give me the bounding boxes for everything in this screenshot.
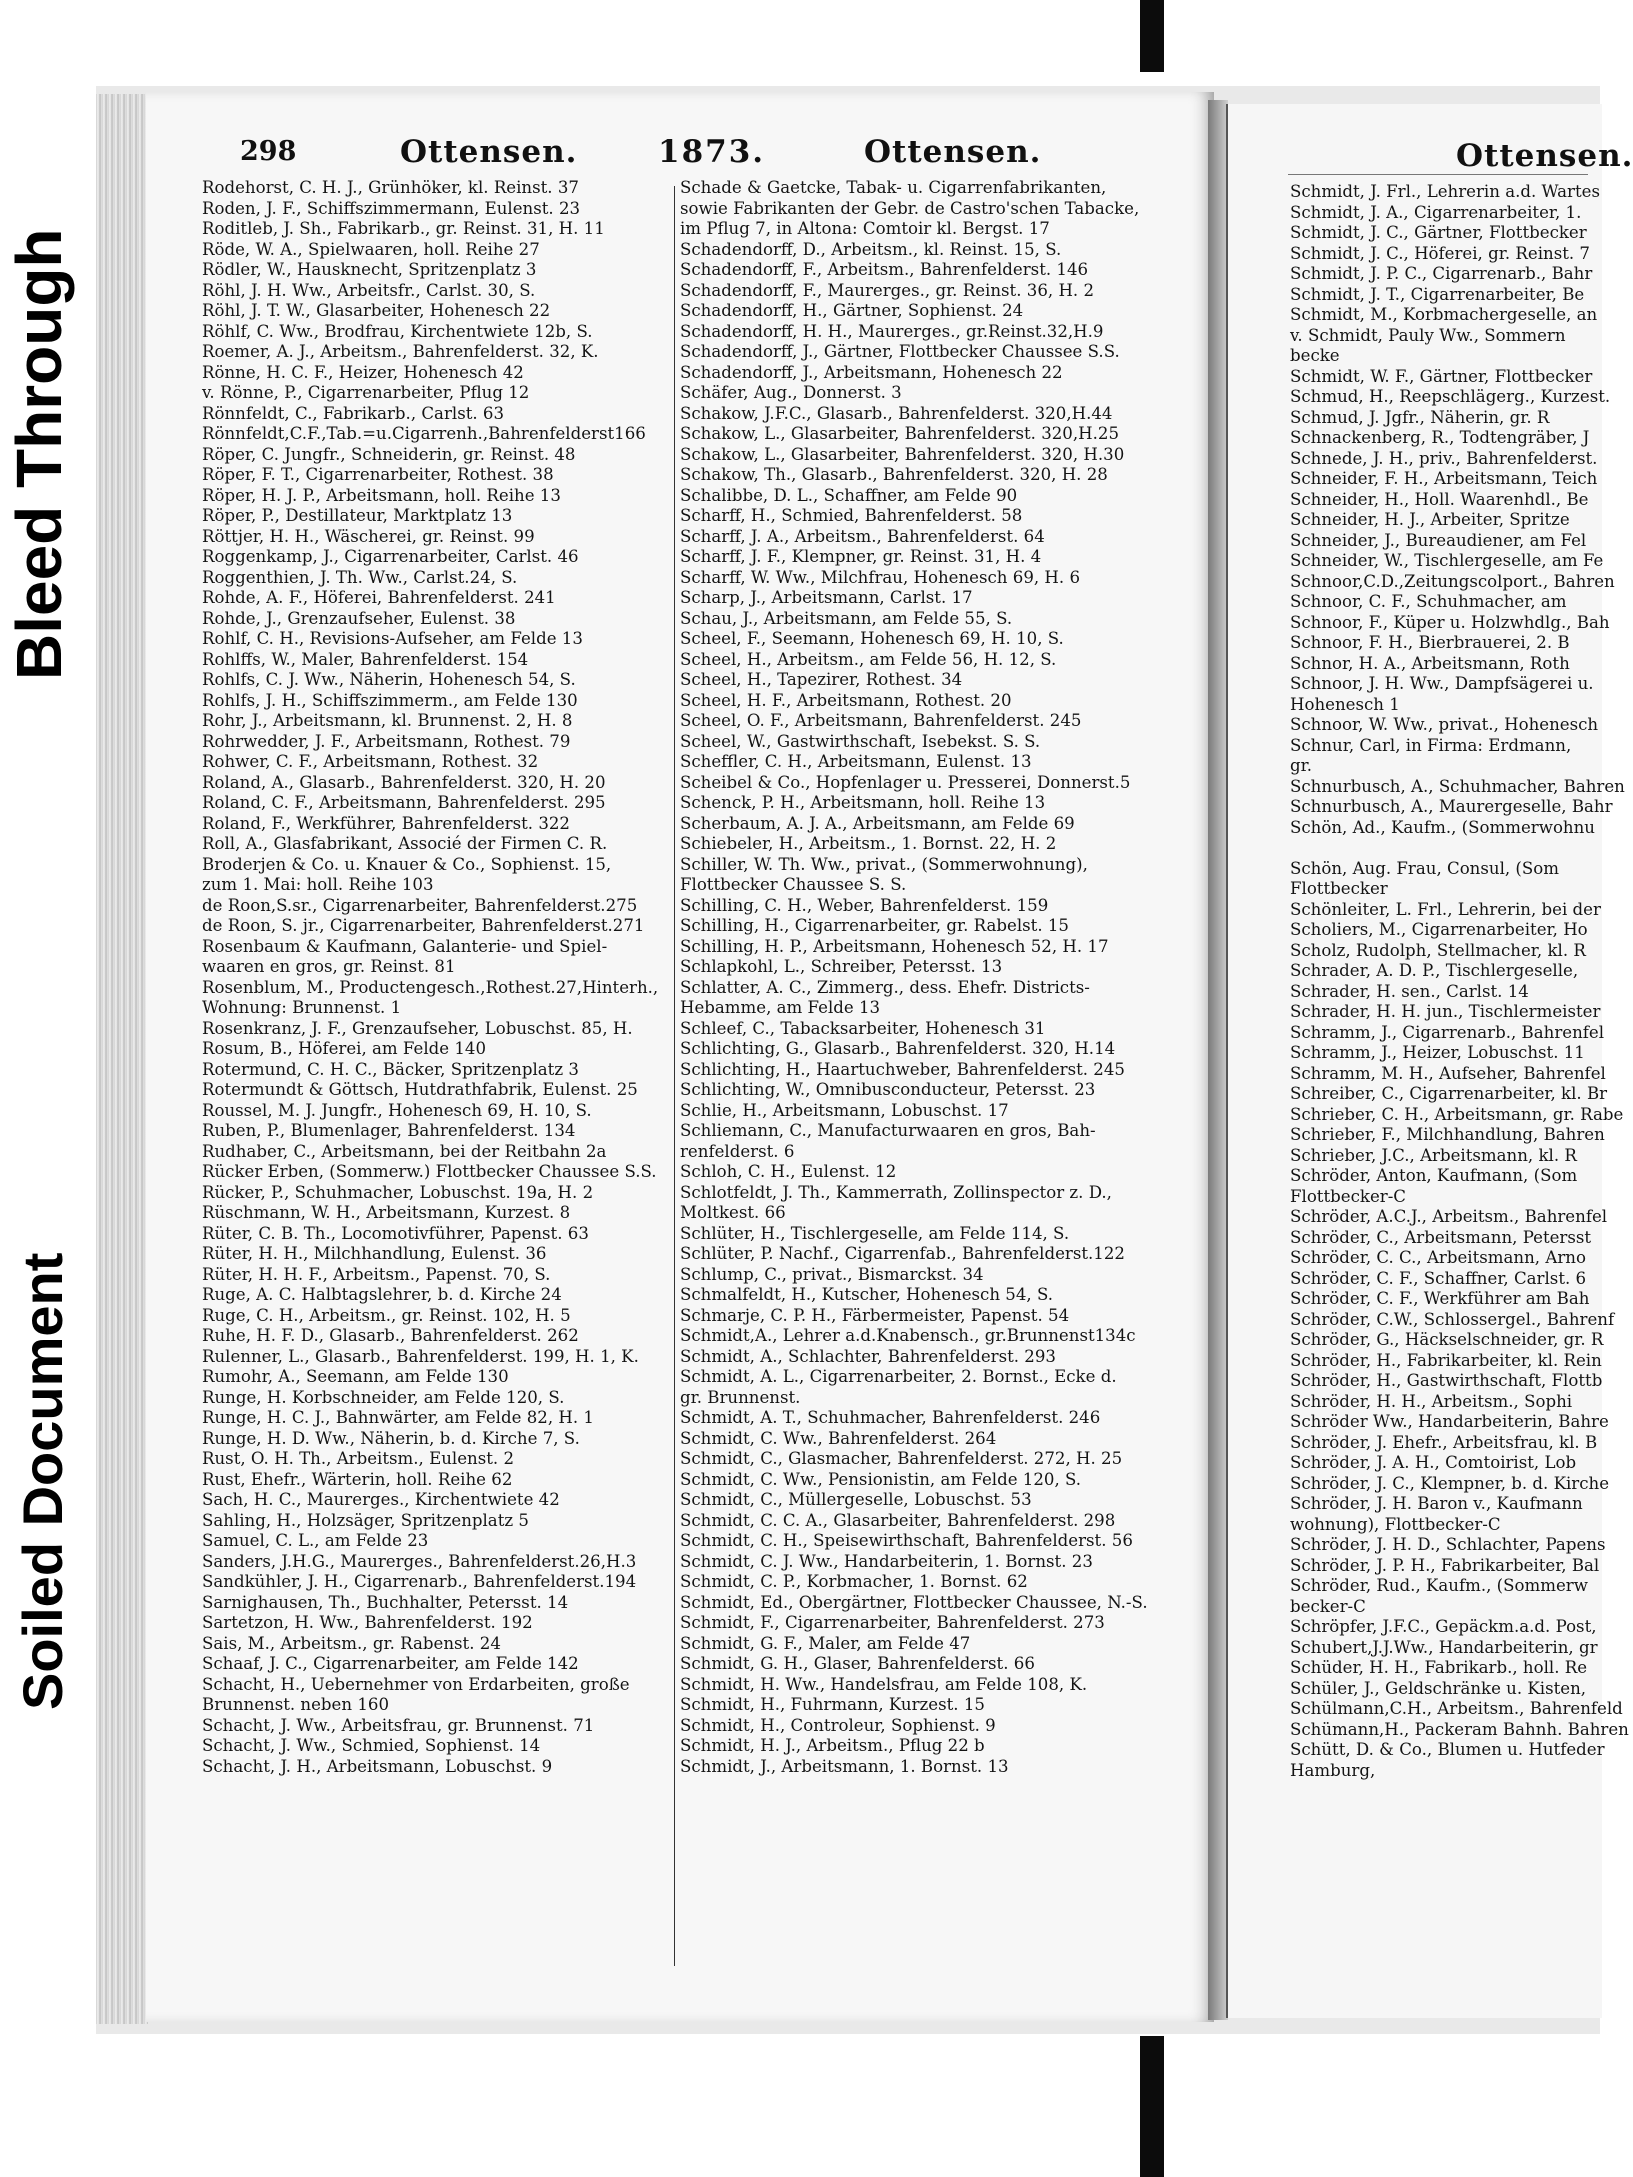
directory-entry: Schadendorff, J., Arbeitsmann, Hohenesch 22 [680,362,1063,382]
directory-entry: Schmidt, H. J., Arbeitsm., Pflug 22 b [680,1736,985,1755]
directory-entry: Rust, Ehefr., Wärterin, holl. Reihe 62 [202,1469,513,1489]
directory-entry: Rönnfeldt, C., Fabrikarb., Carlst. 63 [202,403,505,423]
column-left [202,178,672,1777]
book-gutter [1208,100,1228,2020]
directory-entry: Flottbecker-C [1290,1186,1406,1206]
directory-entry: Schleef, C., Tabacksarbeiter, Hohenesch 31 [680,1018,1046,1038]
directory-entry: Schmidt, G. H., Glaser, Bahrenfelderst. 66 [680,1654,1035,1673]
directory-entry: de Roon, S. jr., Cigarrenarbeiter, Bahrenfelderst.271 [202,916,645,935]
directory-entry: Schütt, D. & Co., Blumen u. Hutfeder [1290,1740,1605,1759]
directory-entry: Schröder, H. H., Arbeitsm., Sophi [1290,1391,1573,1411]
directory-entry: Rosenblum, M., Productengesch.,Rothest.27,Hinterh., [202,977,659,997]
directory-entry: zum 1. Mai: holl. Reihe 103 [202,875,434,894]
directory-entry: Schrieber, J.C., Arbeitsmann, kl. R [1290,1145,1577,1165]
scan-bar-bottom [1140,2036,1164,2177]
directory-entry: Scheel, H., Arbeitsm., am Felde 56, H. 12, S. [680,649,1057,669]
directory-entry: Roggenthien, J. Th. Ww., Carlst.24, S. [202,567,518,587]
directory-entry: Schilling, H. P., Arbeitsmann, Hohenesch 52, H. 17 [680,936,1109,956]
directory-entry: Schröder, J. H. D., Schlachter, Papens [1290,1535,1606,1554]
directory-entry [1290,838,1600,859]
directory-entry: Schmidt, J. A., Cigarrenarbeiter, 1. [1290,202,1582,222]
directory-entry: Scheel, W., Gastwirthschaft, Isebekst. S. S. [680,731,1041,751]
directory-entry: Schröder, J. Ehefr., Arbeitsfrau, kl. B [1290,1432,1598,1452]
directory-entry: Schön, Ad., Kaufm., (Sommerwohnu [1290,817,1595,837]
directory-entry: Schramm, J., Cigarrenarb., Bahrenfel [1290,1022,1605,1042]
directory-entry: Schmidt, Ed., Obergärtner, Flottbecker Chaussee, N.-S. [680,1592,1148,1612]
directory-entry: Runge, H. Korbschneider, am Felde 120, S. [202,1387,565,1407]
directory-entry: Schlump, C., privat., Bismarckst. 34 [680,1264,984,1284]
directory-entry: Schröder, C. F., Schaffner, Carlst. 6 [1290,1268,1587,1288]
directory-entry: Roemer, A. J., Arbeitsm., Bahrenfelderst. 32, K. [202,342,599,361]
directory-entry: Schlüter, H., Tischlergeselle, am Felde 114, S. [680,1223,1070,1243]
directory-entry: Schmidt, C. H., Speisewirthschaft, Bahrenfelderst. 56 [680,1531,1133,1550]
directory-entry: Schüder, H. H., Fabrikarb., holl. Re [1290,1658,1588,1677]
directory-entry: Röper, P., Destillateur, Marktplatz 13 [202,506,513,525]
directory-entry: Schmidt, G. F., Maler, am Felde 47 [680,1633,971,1653]
directory-entry: Schmidt, H. Ww., Handelsfrau, am Felde 108, K. [680,1674,1088,1694]
running-title-right: Ottensen. [864,134,1042,170]
directory-entry: Schade & Gaetcke, Tabak- u. Cigarrenfabrikanten, [680,178,1107,197]
directory-entry: Rüter, H. H., Milchhandlung, Eulenst. 36 [202,1244,547,1263]
directory-entry: Schneider, W., Tischlergeselle, am Fe [1290,551,1604,570]
directory-entry: Schacht, H., Uebernehmer von Erdarbeiten, große [202,1674,630,1694]
directory-entry: Schröder, G., Häckselschneider, gr. R [1290,1330,1604,1349]
directory-entry: Schröder, H., Fabrikarbeiter, kl. Rein [1290,1350,1602,1370]
directory-entry: Schlüter, P. Nachf., Cigarrenfab., Bahrenfelderst.122 [680,1244,1125,1263]
directory-entry: Rohwer, C. F., Arbeitsmann, Rothest. 32 [202,752,539,771]
directory-entry: Schmidt, H., Controleur, Sophienst. 9 [680,1715,996,1735]
directory-entry: Scharff, H., Schmied, Bahrenfelderst. 58 [680,506,1023,525]
directory-entry: Schenck, P. H., Arbeitsmann, holl. Reihe 13 [680,793,1046,812]
directory-entry: Schmidt, A., Schlachter, Bahrenfelderst. 293 [680,1346,1056,1366]
directory-entry: Schlichting, G., Glasarb., Bahrenfelderst. 320, H.14 [680,1039,1116,1058]
directory-entry: Roditleb, J. Sh., Fabrikarb., gr. Reinst. 31, H. 11 [202,219,605,238]
directory-entry: Schmalfeldt, H., Kutscher, Hohenesch 54, S. [680,1285,1054,1304]
directory-entry: Schmidt, C. Ww., Bahrenfelderst. 264 [680,1428,997,1448]
scan-bar-top [1140,0,1164,72]
directory-entry: Schmidt, C. Ww., Pensionistin, am Felde 120, S. [680,1469,1082,1489]
directory-entry: Schröder, A.C.J., Arbeitsm., Bahrenfel [1290,1207,1608,1226]
directory-entry: wohnung), Flottbecker-C [1290,1514,1501,1534]
directory-entry: Schmidt, J. T., Cigarrenarbeiter, Be [1290,284,1585,304]
directory-entry: Scherbaum, A. J. A., Arbeitsmann, am Felde 69 [680,813,1075,833]
directory-entry: Rüschmann, W. H., Arbeitsmann, Kurzest. 8 [202,1203,571,1222]
directory-entry: Scheibel & Co., Hopfenlager u. Presserei, Donnerst.5 [680,772,1131,792]
directory-entry: Roland, F., Werkführer, Bahrenfelderst. 322 [202,813,570,833]
directory-entry: Scharff, W. Ww., Milchfrau, Hohenesch 69, H. 6 [680,567,1081,587]
directory-entry: Sais, M., Arbeitsm., gr. Rabenst. 24 [202,1633,501,1653]
directory-entry: Schmidt,A., Lehrer a.d.Knabensch., gr.Brunnenst134c [680,1326,1136,1345]
directory-entry: Röper, F. T., Cigarrenarbeiter, Rothest. 38 [202,465,554,484]
directory-entry: Schiebeler, H., Arbeitsm., 1. Bornst. 22, H. 2 [680,834,1057,853]
directory-entry: sowie Fabrikanten der Gebr. de Castro'schen Tabacke, [680,198,1140,218]
directory-entry: Röttjer, H. H., Wäscherei, gr. Reinst. 99 [202,526,535,546]
column-middle [680,178,1146,1777]
directory-entry: de Roon,S.sr., Cigarrenarbeiter, Bahrenfelderst.275 [202,895,638,915]
directory-entry: Schakow, J.F.C., Glasarb., Bahrenfelderst. 320,H.44 [680,403,1113,423]
directory-entry: Moltkest. 66 [680,1203,786,1222]
directory-entry: Schnurbusch, A., Maurergeselle, Bahr [1290,797,1613,816]
directory-entry: Roland, C. F., Arbeitsmann, Bahrenfelderst. 295 [202,793,606,812]
directory-entry: Schacht, J. Ww., Arbeitsfrau, gr. Brunnenst. 71 [202,1715,595,1735]
directory-entry: Schröder, J. C., Klempner, b. d. Kirche [1290,1473,1610,1493]
directory-entry: Rönnfeldt,C.F.,Tab.=u.Cigarrenh.,Bahrenfelderst166 [202,424,646,443]
directory-entry: Röde, W. A., Spielwaaren, holl. Reihe 27 [202,239,540,259]
directory-entry: Schadendorff, D., Arbeitsm., kl. Reinst. 15, S. [680,239,1062,259]
directory-entry: Ruhe, H. F. D., Glasarb., Bahrenfelderst. 262 [202,1326,579,1345]
directory-entry: Schröder, J. H. Baron v., Kaufmann [1290,1494,1583,1513]
directory-entry: Schmidt, J., Arbeitsmann, 1. Bornst. 13 [680,1756,1009,1776]
directory-entry: Ruben, P., Blumenlager, Bahrenfelderst. 134 [202,1121,576,1140]
directory-entry: Rönne, H. C. F., Heizer, Hohenesch 42 [202,362,524,382]
directory-entry: Schäfer, Aug., Donnerst. 3 [680,383,902,402]
directory-entry: Rohlffs, W., Maler, Bahrenfelderst. 154 [202,649,529,669]
directory-entry: Schröder, C. C., Arbeitsmann, Arno [1290,1248,1586,1267]
directory-entry: Schnoor, W. Ww., privat., Hohenesch [1290,715,1599,734]
directory-entry: Rotermundt & Göttsch, Hutdrathfabrik, Eulenst. 25 [202,1080,638,1099]
directory-entry: Schmidt, F., Cigarrenarbeiter, Bahrenfelderst. 273 [680,1613,1105,1632]
directory-entry: Schönleiter, L. Frl., Lehrerin, bei der [1290,899,1601,919]
directory-entry: Schmidt, J. P. C., Cigarrenarb., Bahr [1290,264,1593,283]
directory-entry: Flottbecker Chaussee S. S. [680,875,907,894]
directory-entry: Samuel, C. L., am Felde 23 [202,1531,429,1550]
directory-entry: Rodehorst, C. H. J., Grünhöker, kl. Reinst. 37 [202,178,579,197]
directory-entry: Scheffler, C. H., Arbeitsmann, Eulenst. 13 [680,752,1032,771]
bleed-through-label: Bleed Through [3,228,75,680]
directory-entry: Schlapkohl, L., Schreiber, Petersst. 13 [680,957,1003,976]
directory-entry: Schröpfer, J.F.C., Gepäckm.a.d. Post, [1290,1617,1597,1636]
directory-entry: Rust, O. H. Th., Arbeitsm., Eulenst. 2 [202,1449,515,1468]
directory-entry: Schiller, W. Th. Ww., privat., (Sommerwohnung), [680,854,1088,874]
directory-entry: Rosenkranz, J. F., Grenzaufseher, Lobuschst. 85, H. [202,1018,633,1038]
directory-entry: Ruge, A. C. Halbtagslehrer, b. d. Kirche 24 [202,1285,562,1304]
directory-entry: Brunnenst. neben 160 [202,1695,390,1714]
next-page-rule [1288,174,1588,175]
year-heading: 1873. [658,134,766,170]
directory-entry: Roden, J. F., Schiffszimmermann, Eulenst. 23 [202,198,581,218]
directory-entry: Schröder, C. F., Werkführer am Bah [1290,1289,1590,1308]
directory-entry: Schmidt, C., Müllergeselle, Lobuschst. 53 [680,1490,1032,1509]
directory-entry: Schramm, J., Heizer, Lobuschst. 11 [1290,1043,1585,1062]
directory-entry: renfelderst. 6 [680,1141,795,1161]
directory-entry: Sahling, H., Holzsäger, Spritzenplatz 5 [202,1510,529,1530]
directory-entry: Scholz, Rudolph, Stellmacher, kl. R [1290,940,1586,960]
directory-entry: Runge, H. C. J., Bahnwärter, am Felde 82, H. 1 [202,1408,594,1427]
directory-entry: Schneider, J., Bureaudiener, am Fel [1290,530,1587,550]
directory-entry: Scheel, F., Seemann, Hohenesch 69, H. 10, S. [680,629,1064,648]
directory-entry: Schülmann,C.H., Arbeitsm., Bahrenfeld [1290,1699,1623,1718]
directory-entry: Schröder, Anton, Kaufmann, (Som [1290,1166,1578,1185]
directory-entry: Schmud, J. Jgfr., Näherin, gr. R [1290,407,1550,427]
directory-entry: Hamburg, [1290,1760,1376,1780]
directory-entry: Schröder, J. P. H., Fabrikarbeiter, Bal [1290,1555,1600,1575]
directory-entry: Schakow, L., Glasarbeiter, Bahrenfelderst. 320,H.25 [680,424,1120,443]
directory-entry: waaren en gros, gr. Reinst. 81 [202,957,456,976]
directory-entry: Schlatter, A. C., Zimmerg., dess. Ehefr. Districts- [680,977,1090,997]
directory-entry: Schröder, C., Arbeitsmann, Petersst [1290,1227,1592,1247]
directory-entry: Scharff, J. F., Klempner, gr. Reinst. 31, H. 4 [680,547,1042,566]
directory-entry: Röhl, J. T. W., Glasarbeiter, Hohenesch 22 [202,301,551,320]
directory-entry: Hebamme, am Felde 13 [680,998,881,1017]
directory-entry: Sandkühler, J. H., Cigarrenarb., Bahrenfelderst.194 [202,1572,637,1591]
directory-entry: Schmidt, A. T., Schuhmacher, Bahrenfelderst. 246 [680,1408,1101,1427]
directory-entry: Schramm, M. H., Aufseher, Bahrenfel [1290,1063,1606,1083]
directory-entry: Schnoor, F., Küper u. Holzwhdlg., Bah [1290,612,1610,632]
directory-entry: gr. [1290,756,1313,775]
directory-entry: Schmidt, J. C., Höferei, gr. Reinst. 7 [1290,243,1590,263]
directory-entry: Rücker Erben, (Sommerw.) Flottbecker Chaussee S.S. [202,1162,657,1181]
directory-entry: Schmidt, W. F., Gärtner, Flottbecker [1290,366,1593,386]
directory-entry: Rulenner, L., Glasarb., Bahrenfelderst. 199, H. 1, K. [202,1346,639,1366]
running-title-left: Ottensen. [400,134,578,170]
directory-entry: Scharff, J. A., Arbeitsm., Bahrenfelderst. 64 [680,526,1045,546]
directory-entry: Schmidt, M., Korbmachergeselle, an [1290,305,1598,324]
directory-entry: Scheel, H. F., Arbeitsmann, Rothest. 20 [680,690,1012,710]
page-edges [96,94,148,2024]
directory-entry: Schüler, J., Geldschränke u. Kisten, [1290,1678,1587,1698]
directory-entry: Roll, A., Glasfabrikant, Associé der Firmen C. R. [202,834,608,853]
directory-entry: Schrieber, F., Milchhandlung, Bahren [1290,1125,1605,1144]
directory-entry: Schadendorff, F., Maurerges., gr. Reinst. 36, H. 2 [680,280,1095,300]
directory-entry: Rotermund, C. H. C., Bäcker, Spritzenplatz 3 [202,1059,579,1079]
directory-entry: Schnoor, F. H., Bierbrauerei, 2. B [1290,633,1570,652]
directory-entry: Rudhaber, C., Arbeitsmann, bei der Reitbahn 2a [202,1141,607,1161]
directory-entry: Rüter, C. B. Th., Locomotivführer, Papenst. 63 [202,1223,589,1243]
directory-entry: Schau, J., Arbeitsmann, am Felde 55, S. [680,608,1013,628]
directory-entry: Rosenbaum & Kaufmann, Galanterie- und Spiel- [202,936,608,956]
directory-entry: Röhlf, C. Ww., Brodfrau, Kirchentwiete 12b, S. [202,321,593,341]
directory-entry: Broderjen & Co. u. Knauer & Co., Sophienst. 15, [202,854,612,874]
page-number: 298 [240,136,297,167]
directory-entry: Schröder, H., Gastwirthschaft, Flottb [1290,1371,1603,1390]
directory-entry: v. Schmidt, Pauly Ww., Sommern [1290,325,1566,345]
directory-entry: Scheel, O. F., Arbeitsmann, Bahrenfelderst. 245 [680,711,1082,730]
directory-entry: Rohrwedder, J. F., Arbeitsmann, Rothest. 79 [202,731,571,751]
directory-entry: Schlotfeldt, J. Th., Kammerrath, Zollinspector z. D., [680,1182,1112,1202]
directory-entry: Sach, H. C., Maurerges., Kirchentwiete 42 [202,1490,560,1509]
directory-entry: Schlichting, W., Omnibusconducteur, Petersst. 23 [680,1080,1096,1099]
directory-entry: Schacht, J. H., Arbeitsmann, Lobuschst. 9 [202,1756,553,1776]
directory-entry: Schadendorff, H. H., Maurerges., gr.Reinst.32,H.9 [680,321,1104,341]
directory-entry: Rohr, J., Arbeitsmann, kl. Brunnenst. 2, H. 8 [202,711,573,730]
directory-entry: Runge, H. D. Ww., Näherin, b. d. Kirche 7, S. [202,1428,580,1448]
directory-entry: Schmud, H., Reepschlägerg., Kurzest. [1290,387,1611,406]
directory-entry: v. Rönne, P., Cigarrenarbeiter, Pflug 12 [202,383,530,402]
directory-entry: Schalibbe, D. L., Schaffner, am Felde 90 [680,485,1018,505]
directory-entry: Schadendorff, F., Arbeitsm., Bahrenfelderst. 146 [680,260,1089,279]
directory-entry: Schadendorff, H., Gärtner, Sophienst. 24 [680,301,1024,320]
directory-entry: becke [1290,346,1340,365]
directory-entry: Rohlfs, C. J. Ww., Näherin, Hohenesch 54, S. [202,670,576,689]
directory-entry: Scholiers, M., Cigarrenarbeiter, Ho [1290,920,1588,939]
directory-entry: Schilling, H., Cigarrenarbeiter, gr. Rabelst. 15 [680,916,1069,935]
directory-entry: Schmidt, C. P., Korbmacher, 1. Bornst. 62 [680,1572,1028,1591]
directory-entry: Flottbecker [1290,879,1388,898]
directory-entry: Hohenesch 1 [1290,694,1400,714]
directory-entry: Schrieber, C. H., Arbeitsmann, gr. Rabe [1290,1104,1624,1124]
directory-entry: Schmidt, H., Fuhrmann, Kurzest. 15 [680,1695,985,1714]
directory-entry: Schnur, Carl, in Firma: Erdmann, [1290,735,1572,755]
directory-entry: Schakow, Th., Glasarb., Bahrenfelderst. 320, H. 28 [680,465,1108,484]
directory-entry: Rohde, A. F., Höferei, Bahrenfelderst. 241 [202,588,556,607]
directory-entry: Schümann,H., Packeram Bahnh. Bahren [1290,1719,1629,1739]
directory-entry: Röper, C. Jungfr., Schneiderin, gr. Reinst. 48 [202,444,576,464]
directory-entry: Schröder, J. A. H., Comtoirist, Lob [1290,1453,1577,1472]
next-page-title: Ottensen. [1456,138,1633,174]
directory-entry: Schmidt, C., Glasmacher, Bahrenfelderst. 272, H. 25 [680,1449,1123,1468]
column-rule [674,186,675,1966]
directory-entry: Roussel, M. J. Jungfr., Hohenesch 69, H. 10, S. [202,1100,592,1120]
directory-entry: Schnoor, C. F., Schuhmacher, am [1290,592,1567,611]
directory-entry: Schilling, C. H., Weber, Bahrenfelderst. 159 [680,895,1049,915]
directory-entry: Schaaf, J. C., Cigarrenarbeiter, am Felde 142 [202,1654,579,1673]
directory-entry: Schneider, F. H., Arbeitsmann, Teich [1290,469,1598,488]
directory-entry: Rödler, W., Hausknecht, Spritzenplatz 3 [202,260,537,279]
directory-entry: Schreiber, C., Cigarrenarbeiter, kl. Br [1290,1084,1608,1103]
directory-entry: im Pflug 7, in Altona: Comtoir kl. Bergst. 17 [680,219,1050,238]
directory-entry: Schacht, J. Ww., Schmied, Sophienst. 14 [202,1736,541,1755]
directory-entry: Rumohr, A., Seemann, am Felde 130 [202,1367,509,1386]
directory-entry: Schmidt, A. L., Cigarrenarbeiter, 2. Bornst., Ecke d. [680,1367,1117,1386]
directory-entry: Schubert,J.J.Ww., Handarbeiterin, gr [1290,1637,1598,1657]
directory-entry: Roggenkamp, J., Cigarrenarbeiter, Carlst. 46 [202,547,579,566]
directory-entry: Rohlf, C. H., Revisions-Aufseher, am Felde 13 [202,629,583,648]
directory-entry: Sartetzon, H. Ww., Bahrenfelderst. 192 [202,1613,533,1632]
directory-entry: becker-C [1290,1596,1366,1616]
directory-entry: Sarnighausen, Th., Buchhalter, Petersst. 14 [202,1592,569,1612]
directory-entry: Rücker, P., Schuhmacher, Lobuschst. 19a, H. 2 [202,1182,594,1202]
column-next-page [1290,182,1629,1781]
directory-entry: Schlichting, H., Haartuchweber, Bahrenfelderst. 245 [680,1059,1125,1079]
directory-entry: Schrader, H. H. jun., Tischlermeister [1290,1002,1601,1021]
directory-entry: Schrader, H. sen., Carlst. 14 [1290,981,1529,1001]
directory-entry: Rohlfs, J. H., Schiffszimmerm., am Felde 130 [202,690,578,710]
directory-entry: Schnackenberg, R., Todtengräber, J [1290,428,1590,447]
directory-entry: Schmidt, J. C., Gärtner, Flottbecker [1290,223,1587,242]
directory-entry: Schnoor, J. H. Ww., Dampfsägerei u. [1290,674,1594,693]
soiled-document-label: Soiled Document [11,1252,74,1710]
directory-entry: Schmidt, C. C. A., Glasarbeiter, Bahrenfelderst. 298 [680,1510,1116,1530]
directory-entry: Schröder Ww., Handarbeiterin, Bahre [1290,1412,1609,1431]
directory-entry: Rohde, J., Grenzaufseher, Eulenst. 38 [202,608,516,628]
directory-entry: Röper, H. J. P., Arbeitsmann, holl. Reihe 13 [202,485,561,505]
directory-entry: Sanders, J.H.G., Maurerges., Bahrenfelderst.26,H.3 [202,1551,637,1571]
directory-entry: Schakow, L., Glasarbeiter, Bahrenfelderst. 320, H.30 [680,444,1125,464]
directory-entry: Schmarje, C. P. H., Färbermeister, Papenst. 54 [680,1305,1070,1325]
directory-entry: Schneider, H., Holl. Waarenhdl., Be [1290,489,1589,509]
directory-entry: Schlie, H., Arbeitsmann, Lobuschst. 17 [680,1100,1009,1120]
directory-entry: Schnor, H. A., Arbeitsmann, Roth [1290,653,1570,673]
directory-entry: Schnede, J. H., priv., Bahrenfelderst. [1290,448,1598,468]
directory-entry: Scheel, H., Tapezirer, Rothest. 34 [680,670,963,689]
directory-entry: Schröder, C.W., Schlossergel., Bahrenf [1290,1309,1615,1329]
directory-entry: Roland, A., Glasarb., Bahrenfelderst. 320, H. 20 [202,772,606,792]
directory-entry: Ruge, C. H., Arbeitsm., gr. Reinst. 102, H. 5 [202,1305,571,1325]
directory-entry: Schmidt, J. Frl., Lehrerin a.d. Wartes [1290,182,1600,201]
directory-entry: Schnurbusch, A., Schuhmacher, Bahren [1290,776,1625,796]
directory-entry: Schadendorff, J., Gärtner, Flottbecker Chaussee S.S. [680,342,1120,361]
directory-entry: Scharp, J., Arbeitsmann, Carlst. 17 [680,588,973,607]
directory-entry: Röhl, J. H. Ww., Arbeitsfr., Carlst. 30, S. [202,280,536,300]
directory-entry: Wohnung: Brunnenst. 1 [202,998,402,1017]
directory-entry: Rüter, H. H. F., Arbeitsm., Papenst. 70, S. [202,1264,551,1284]
directory-entry: Schrader, A. D. P., Tischlergeselle, [1290,961,1579,980]
directory-entry: Schliemann, C., Manufacturwaaren en gros, Bah- [680,1121,1096,1140]
directory-entry: gr. Brunnenst. [680,1387,801,1407]
directory-entry: Schröder, Rud., Kaufm., (Sommerw [1290,1576,1588,1595]
directory-entry: Rosum, B., Höferei, am Felde 140 [202,1039,487,1058]
directory-entry: Schnoor,C.D.,Zeitungscolport., Bahren [1290,571,1615,591]
directory-entry: Schmidt, C. J. Ww., Handarbeiterin, 1. Bornst. 23 [680,1551,1093,1571]
directory-entry: Schneider, H. J., Arbeiter, Spritze [1290,510,1570,529]
directory-entry: Schön, Aug. Frau, Consul, (Som [1290,858,1559,878]
directory-entry: Schloh, C. H., Eulenst. 12 [680,1162,897,1181]
